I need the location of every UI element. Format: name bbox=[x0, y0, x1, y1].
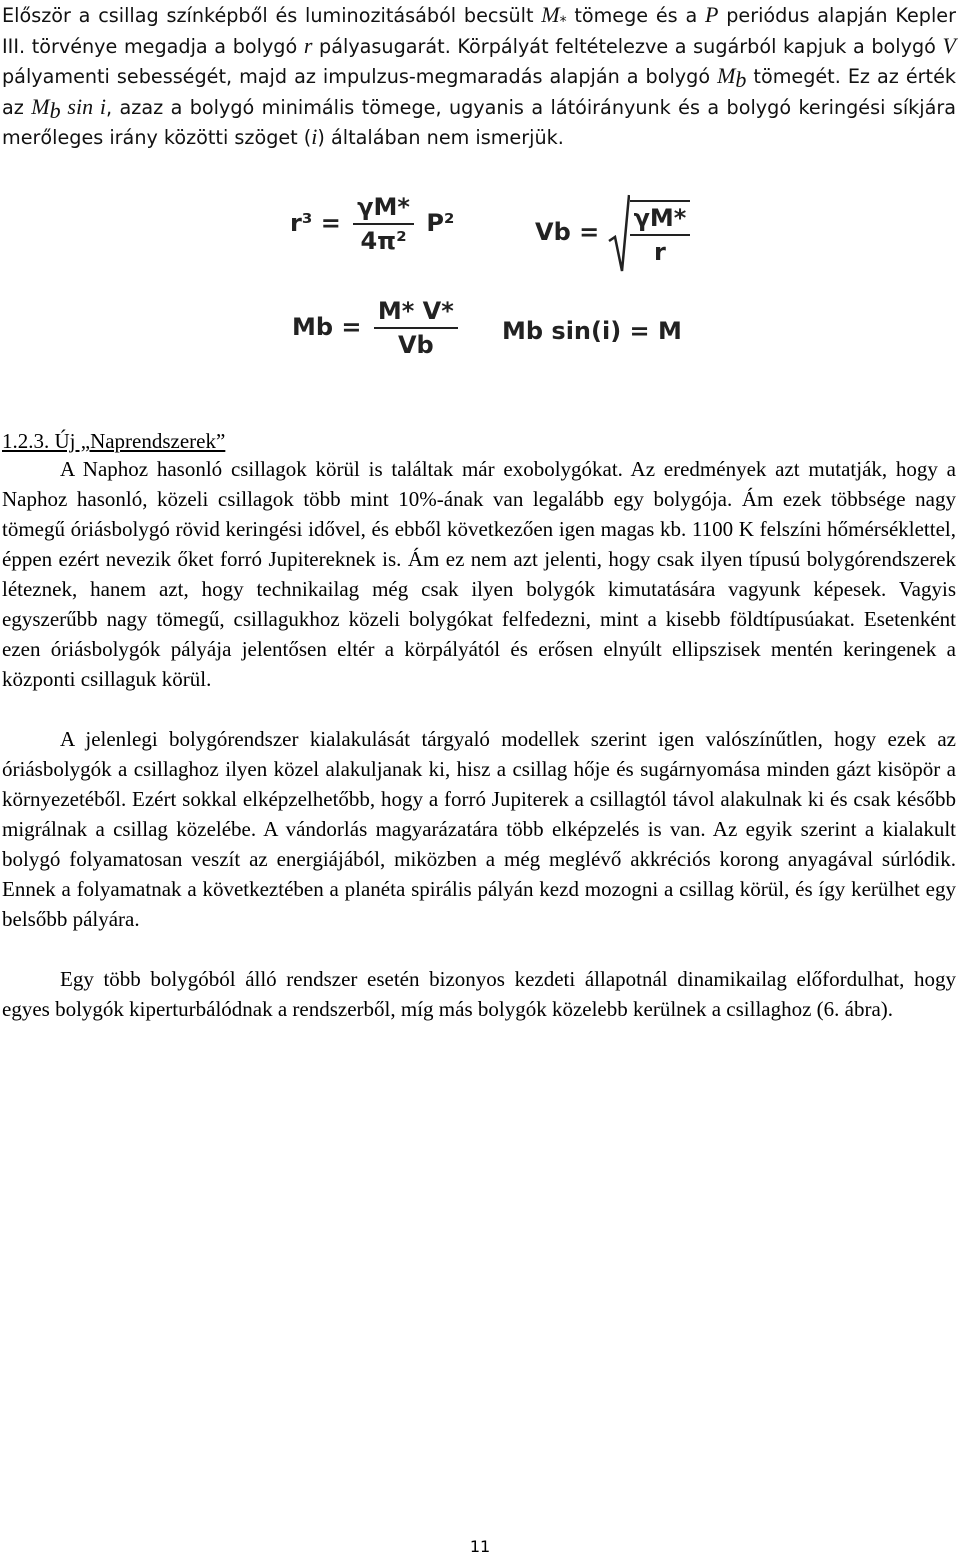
denominator: 4π² bbox=[360, 227, 407, 255]
section-paragraph-1: A Naphoz hasonló csillagok körül is találtak már exobolygókat. Az eredmények azt mutatják, hogy a Naphoz hasonló, közeli csillagok több mint 10%-ának van legalább egy bolygója. Ám ezek többsége nagy tömegű óriásbolygó rövid keringési idővel, és ebből következően igen magas kb. 1100 K felszíni hőmérséklettel, éppen ezért nevezik őket forró Jupitereknek is. Ám ez nem azt jelenti, hogy csak ilyen típusú bolygórendszerek léteznek, hanem azt, hogy technikailag még csak ilyen bolygók kimutatására vagyunk képesek. Vagyis egyszerűbb nagy tömegű, csillagukhoz közeli bolygókat felfedezni, mint a kisebb földtípusúakat. Esetenként ezen óriásbolygók pályája jelentősen eltér a körpályától és erősen elnyúlt ellipszisek mentén keringenek a központi csillaguk körül. bbox=[2, 457, 956, 691]
fraction bbox=[374, 297, 458, 359]
intro-text: pályamenti sebességét, majd az impulzus-megmaradás alapján a bolygó bbox=[2, 65, 718, 88]
mass-formula bbox=[292, 297, 462, 359]
formula-lhs: r³ = bbox=[290, 209, 341, 237]
kepler-formula bbox=[290, 193, 454, 255]
symbol-v: V bbox=[942, 32, 956, 58]
fraction bbox=[353, 193, 414, 255]
fraction bbox=[630, 200, 691, 266]
numerator: γM* bbox=[353, 193, 414, 225]
section-heading: 1.2.3. Új „Naprendszerek” bbox=[2, 429, 226, 453]
intro-text: tömegét. Ez az érték az bbox=[2, 65, 956, 119]
intro-text: pályasugarát. Körpályát feltételezve a sugárból kapjuk a bolygó bbox=[312, 34, 943, 58]
section-paragraph-3: Egy több bolygóból álló rendszer esetén bizonyos kezdeti állapotnál dinamikailag előfordulhat, hogy egyes bolygók kiperturbálódnak a rendszerből, míg más bolygók közelebb kerülnek a csillaghoz (6. ábra). bbox=[2, 967, 956, 1021]
symbol-p: P bbox=[705, 2, 719, 27]
intro-text: , azaz a bolygó minimális tömege, ugyanis a látóirányunk és a bolygó keringési síkjára merőleges irány közötti szöget ( bbox=[2, 95, 957, 149]
intro-text: periódus alapján Kepler III. törvénye megadja a bolygó bbox=[2, 4, 956, 58]
sqrt-sign bbox=[608, 193, 630, 273]
symbol-r: r bbox=[303, 32, 313, 58]
symbol-m-star: M bbox=[541, 2, 560, 27]
formula-lhs: Vb = bbox=[535, 218, 600, 246]
numerator: M* V* bbox=[374, 297, 458, 329]
intro-paragraph bbox=[2, 0, 956, 153]
symbol-mb: M bbox=[31, 93, 50, 119]
velocity-formula bbox=[535, 193, 694, 273]
denominator: Vb bbox=[397, 331, 434, 359]
intro-text: ) általában nem ismerjük. bbox=[317, 126, 564, 149]
symbol-mb: M bbox=[717, 63, 736, 88]
formula-block bbox=[280, 175, 700, 375]
symbol-i: i bbox=[311, 124, 318, 149]
symbol-sin-i: sin i bbox=[60, 93, 106, 119]
denominator: r bbox=[654, 238, 666, 266]
numerator: γM* bbox=[630, 204, 691, 236]
symbol-b-sub: b bbox=[49, 97, 61, 123]
section-paragraph-2: A jelenlegi bolygórendszer kialakulását tárgyaló modellek szerint igen valószínűtlen, hogy ezek az óriásbolygók a csillaghoz ilyen közel alakuljanak ki, hisz a csillag hője és sugárnyomása minden gázt kisöpör a környezetéből. Ezért sokkal elképzelhetőbb, hogy a forró Jupiterek a csillagtól távol alakulnak ki és csak később migrálnak a csillag közelébe. A vándorlás magyarázatára több elképzelés is van. Az egyik szerint a kialakult bolygó folyamatosan veszít az energiájából, miközben a még meglévő akkréciós korong anyagával súrlódik. Ennek a folyamatnak a következtében a planéta spirális pályán kezd mozogni a csillag körül, és így kerülhet egy belsőbb pályára. bbox=[2, 727, 956, 931]
symbol-star-sub: * bbox=[559, 14, 567, 30]
page-number: 11 bbox=[469, 1537, 491, 1556]
symbol-b-sub: b bbox=[735, 67, 747, 92]
intro-text: tömege és a bbox=[566, 4, 705, 27]
formula-tail: P² bbox=[426, 209, 455, 237]
intro-text: Először a csillag színképből és luminozitásából becsült bbox=[2, 4, 542, 27]
formula-text: Mb sin(i) = M bbox=[502, 317, 682, 345]
minimum-mass-formula bbox=[502, 317, 682, 345]
formula-lhs: Mb = bbox=[292, 313, 362, 341]
